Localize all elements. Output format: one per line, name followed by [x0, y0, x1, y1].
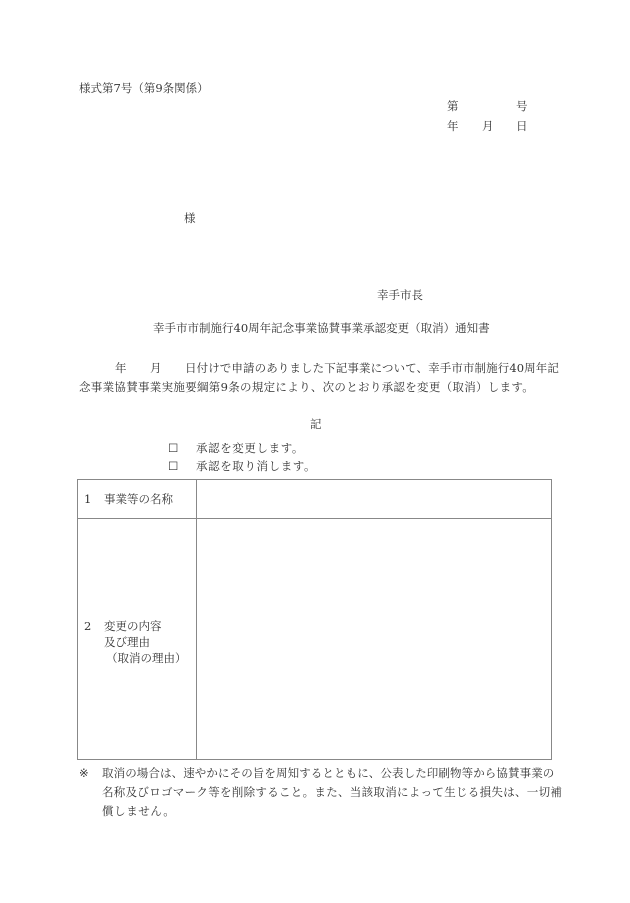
- column-divider: [196, 480, 197, 759]
- body-line2: 念事業協賛事業実施要綱第9条の規定により、次のとおり承認を変更（取消）します。: [79, 380, 535, 394]
- row2-value[interactable]: [202, 525, 547, 755]
- checkbox-icon[interactable]: ☐: [168, 459, 179, 473]
- option-label: 承認を変更します。: [196, 441, 304, 455]
- body-year: 年: [115, 361, 127, 375]
- row2-label-line3: （取消の理由）: [106, 651, 187, 665]
- note-line3: 償しません。: [102, 804, 176, 818]
- date-year: 年: [447, 119, 459, 133]
- note-mark: ※: [79, 766, 89, 780]
- option-label: 承認を取り消します。: [196, 459, 317, 473]
- checkbox-icon[interactable]: ☐: [168, 441, 179, 455]
- details-table: [77, 479, 552, 760]
- document-title: 幸手市市制施行40周年記念事業協賛事業承認変更（取消）通知書: [153, 321, 490, 335]
- note-line1: 取消の場合は、速やかにその旨を周知するとともに、公表した印刷物等から協賛事業の: [102, 766, 555, 780]
- note-line2: 名称及びロゴマーク等を削除すること。また、当該取消によって生じる損失は、一切補: [102, 785, 563, 799]
- form-label: 様式第7号（第9条関係）: [79, 81, 209, 95]
- row2-label-line2: 及び理由: [104, 635, 150, 649]
- row2-number: 2: [84, 619, 92, 633]
- row1-label: 事業等の名称: [104, 492, 173, 506]
- row2-label-line1: 変更の内容: [104, 619, 162, 633]
- doc-number-prefix: 第: [447, 99, 459, 113]
- doc-number-suffix: 号: [516, 99, 528, 113]
- ki-heading: 記: [310, 417, 322, 431]
- row1-number: 1: [84, 492, 92, 506]
- issuer: 幸手市長: [377, 288, 423, 302]
- date-day: 日: [516, 119, 528, 133]
- body-month: 月: [150, 361, 162, 375]
- recipient-suffix: 様: [184, 211, 196, 225]
- date-month: 月: [482, 119, 494, 133]
- row1-value[interactable]: [202, 492, 547, 507]
- body-line1: 日付けで申請のありました下記事業について、幸手市市制施行40周年記: [185, 361, 559, 375]
